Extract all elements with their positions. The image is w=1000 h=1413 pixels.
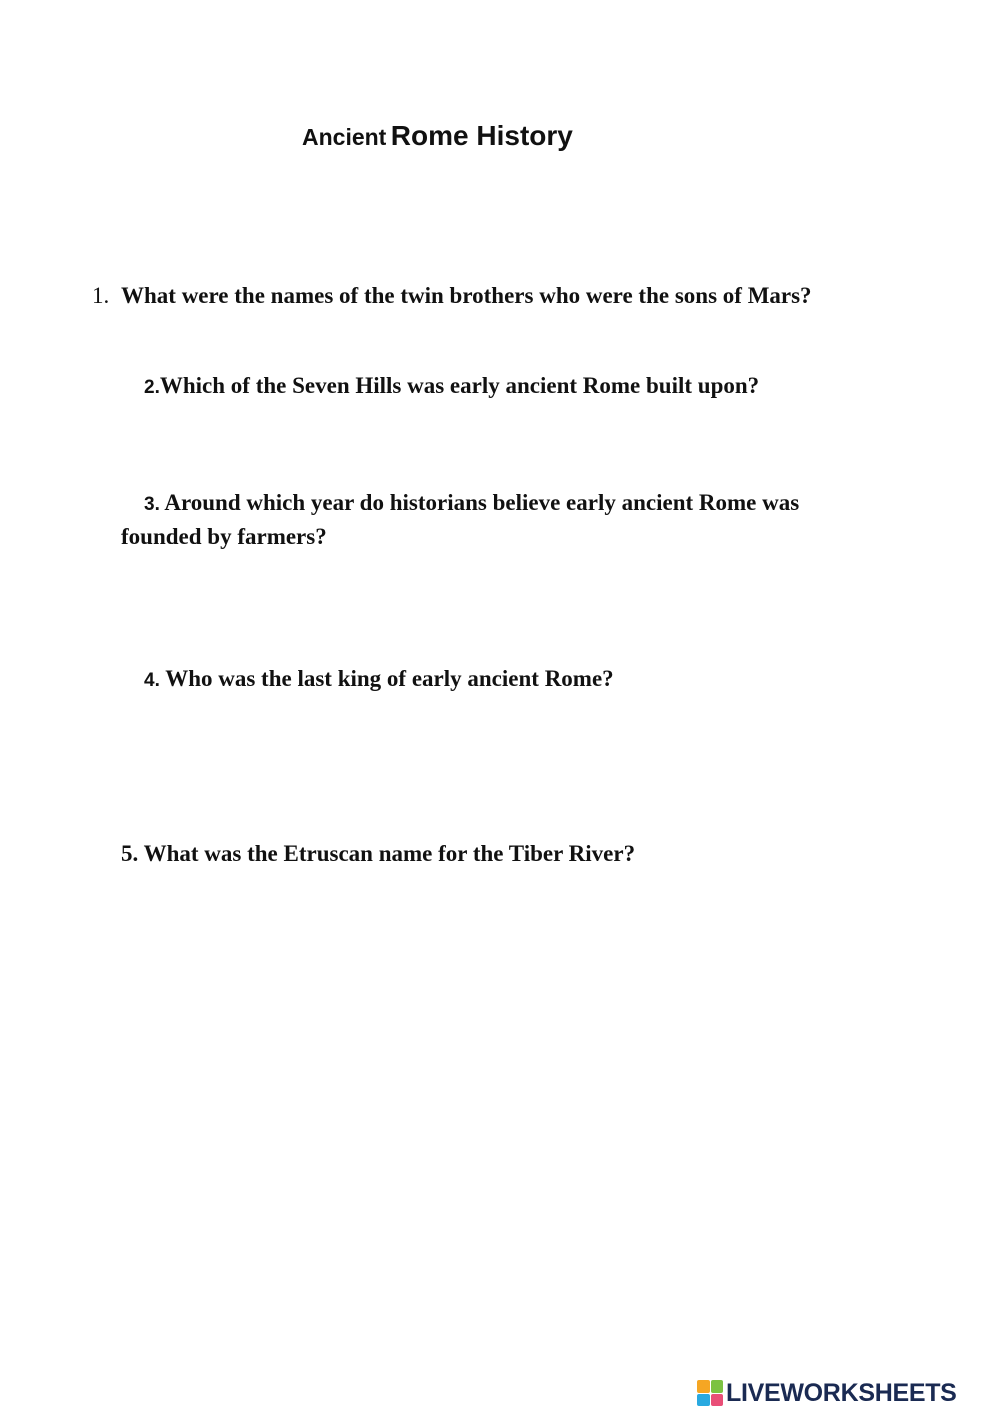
question-2-text: Which of the Seven Hills was early ancient Rome built upon? <box>159 373 760 398</box>
question-1-number: 1. <box>92 283 110 308</box>
question-3-text-line-1: Around which year do historians believe early ancient Rome was <box>159 490 800 515</box>
title-large-part: Rome History <box>390 120 573 151</box>
brand-name: LIVEWORKSHEETS <box>726 1378 957 1407</box>
question-1-text: What were the names of the twin brothers who were the sons of Mars? <box>121 283 812 308</box>
logo-square-2 <box>711 1380 724 1393</box>
title-small-part: Ancient <box>302 124 387 150</box>
question-2 <box>144 370 759 404</box>
question-5 <box>121 838 635 870</box>
logo-square-4 <box>711 1394 724 1407</box>
logo-square-1 <box>697 1380 710 1393</box>
logo-square-3 <box>697 1394 710 1407</box>
question-3-text-line-2: founded by farmers? <box>121 524 327 549</box>
question-3-number: 3. <box>144 494 160 515</box>
question-4-text: Who was the last king of early ancient Rome? <box>159 666 614 691</box>
liveworksheets-logo-icon <box>697 1380 723 1406</box>
question-4 <box>144 663 614 697</box>
question-4-number: 4. <box>144 670 160 691</box>
question-3 <box>121 487 799 553</box>
question-5-number: 5. <box>121 841 139 866</box>
worksheet-title <box>302 120 573 152</box>
question-5-text: What was the Etruscan name for the Tiber River? <box>138 841 636 866</box>
question-3-line-1 <box>121 487 799 521</box>
liveworksheets-brand <box>697 1378 957 1408</box>
question-2-number: 2. <box>144 377 160 398</box>
question-1 <box>92 280 812 312</box>
